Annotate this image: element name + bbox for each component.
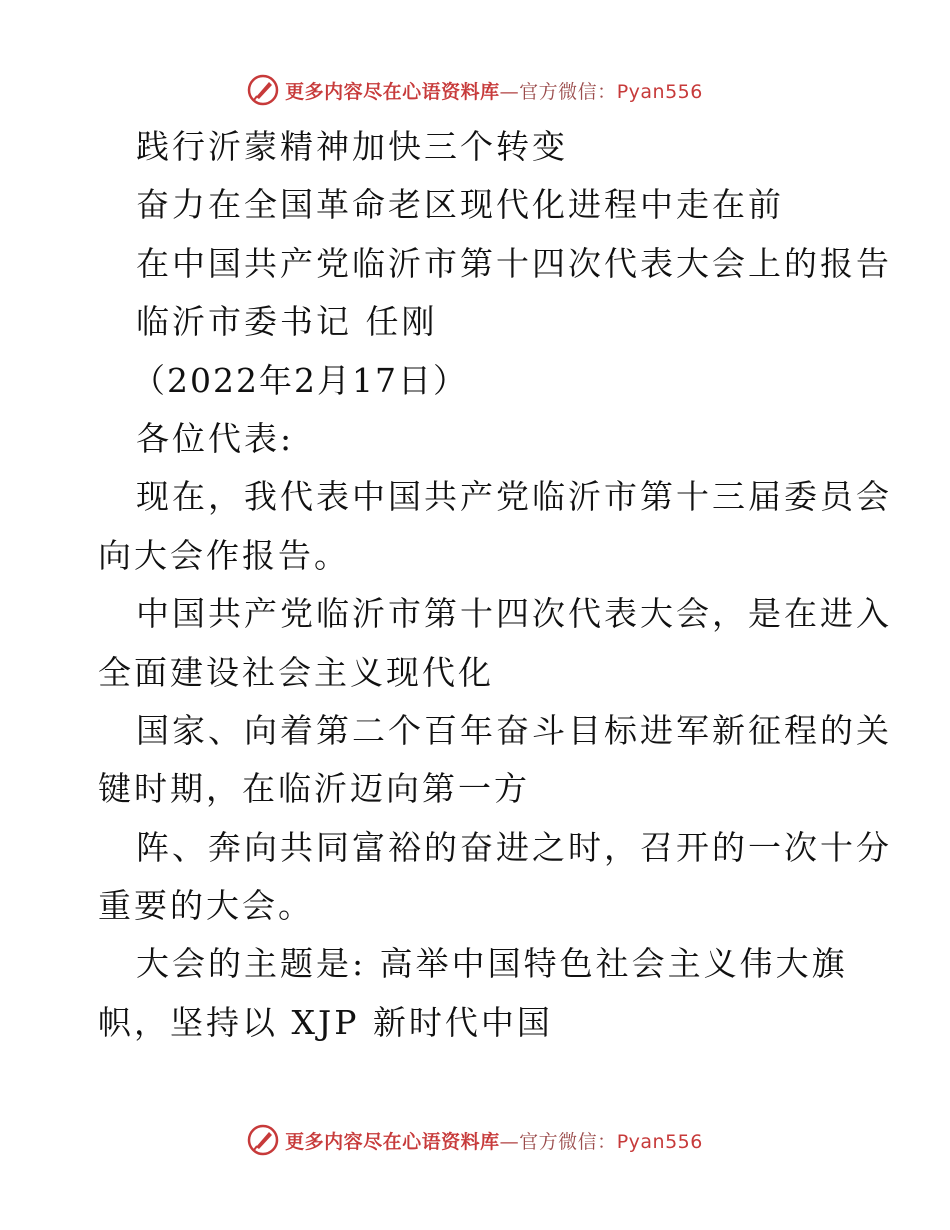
author-line: 临沂市委书记 任刚 bbox=[136, 302, 438, 342]
header-banner bbox=[0, 70, 950, 110]
paragraph-line: 阵、奔向共同富裕的奋进之时，召开的一次十分 bbox=[136, 827, 892, 867]
paragraph-line: 向大会作报告。 bbox=[98, 535, 350, 575]
date-line: （2022年2月17日） bbox=[132, 360, 468, 400]
header-banner-separator: — bbox=[499, 80, 520, 103]
document-title: 践行沂蒙精神加快三个转变 bbox=[136, 127, 568, 166]
quill-logo-icon bbox=[247, 74, 279, 106]
footer-banner-text bbox=[285, 1127, 703, 1154]
header-banner-text bbox=[285, 77, 703, 104]
footer-banner-separator: — bbox=[499, 1130, 520, 1153]
report-name: 在中国共产党临沂市第十四次代表大会上的报告 bbox=[136, 243, 892, 283]
header-banner-site: 更多内容尽在心语资料库 bbox=[285, 80, 500, 103]
footer-banner-site: 更多内容尽在心语资料库 bbox=[285, 1130, 500, 1153]
footer-banner-wechat-label: 官方微信： bbox=[519, 1130, 617, 1153]
paragraph-line: 全面建设社会主义现代化 bbox=[98, 652, 494, 692]
paragraph-line: 现在，我代表中国共产党临沂市第十三届委员会 bbox=[136, 477, 892, 517]
header-banner-wechat-label: 官方微信： bbox=[519, 80, 617, 103]
paragraph-line: 国家、向着第二个百年奋斗目标进军新征程的关 bbox=[136, 710, 892, 750]
document-subtitle: 奋力在全国革命老区现代化进程中走在前 bbox=[136, 185, 784, 225]
footer-banner-wechat-id: Pyan556 bbox=[616, 1130, 703, 1153]
document-body bbox=[98, 118, 892, 1052]
header-banner-wechat-id: Pyan556 bbox=[616, 80, 703, 103]
salutation: 各位代表: bbox=[136, 418, 295, 458]
paragraph-line: 重要的大会。 bbox=[98, 886, 314, 926]
paragraph-line: 大会的主题是: 高举中国特色社会主义伟大旗 bbox=[136, 944, 848, 984]
paragraph-line: 帜，坚持以 XJP 新时代中国 bbox=[98, 1002, 553, 1042]
paragraph-line: 键时期，在临沂迈向第一方 bbox=[98, 769, 530, 809]
quill-logo-icon bbox=[247, 1124, 279, 1156]
paragraph-line: 中国共产党临沂市第十四次代表大会，是在进入 bbox=[136, 594, 892, 634]
footer-banner bbox=[0, 1120, 950, 1160]
